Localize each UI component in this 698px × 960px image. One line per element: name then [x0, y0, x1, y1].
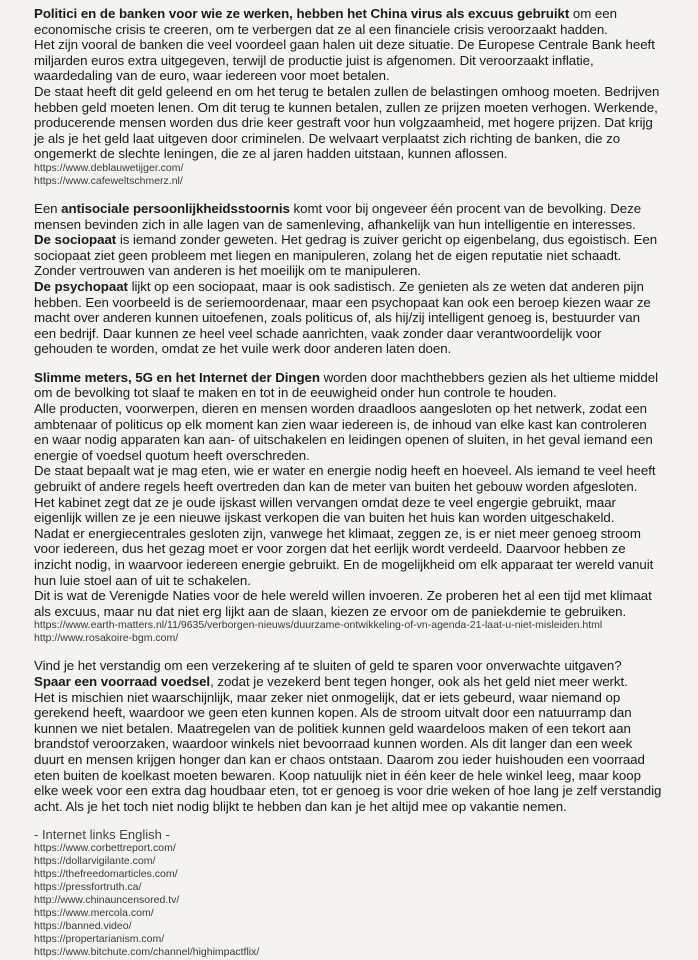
reference-link[interactable]: https://www.cafeweltschmerz.nl/	[34, 174, 183, 187]
paragraph: Het is mischien niet waarschijnlijk, maar zeker niet onmogelijk, dat er iets gebeurd, waar niemand op gerekend heeft, waardoor we geen eten kunnen kopen. Als de stroom uitvalt door een natuurramp dan kunnen we niet betalen. Maatregelen van de politiek kunnen geld waardeloos maken of een tekort aan brandstof veroorzaken, waardoor winkels niet bevoorraad kunnen worden. Als dit langer dan een week duurt en mensen krijgen honger dan kan er chaos ontstaan. Daarom zou ieder huishouden een voorraad eten buiten de koelkast moeten bewaren. Koop natuulijk niet in één keer de hele winkel leeg, maar koop elke week voor een extra dag houdbaar eten, tot er genoeg is voor drie weken of hoe lang je zelf verstandig acht. Als je het toch niet nodig blijkt te hebben dan kan je het altijd mee op vakantie nemen.	[34, 689, 662, 814]
links-heading: - Internet links English -	[34, 827, 170, 843]
reference-link[interactable]: https://thefreedomarticles.com/	[34, 868, 178, 881]
paragraph-text: om een economische crisis te creeren, om te verbergen dat ze al een financiele crisis veroorzaakt hadden.	[34, 6, 617, 37]
paragraph	[34, 232, 662, 279]
paragraph	[34, 370, 662, 401]
paragraph: De staat bepaalt wat je mag eten, wie er water en energie nodig heeft en hoeveel. Als iemand te veel heeft gebruikt of andere regels heeft overtreden dan kan de meter van buiten het gebouw worden afgesloten.	[34, 463, 656, 495]
paragraph: Nadat er energiecentrales gesloten zijn, vanwege het klimaat, zeggen ze, is er niet meer genoeg stroom voor iedereen, dus het gezag moet er voor zorgen dat het eerlijk wordt verdeeld. Daarvoor hebben ze inzicht nodig, in waarvoor iedereen energie gebruikt. En de mogelijkheid om elk apparaat ter wereld vanuit hun luie stoel aan of uit te schakelen.	[34, 525, 654, 588]
bold-phrase: Spaar een voorraad voedsel	[34, 673, 211, 689]
paragraph-text: Een	[34, 200, 62, 216]
paragraph	[34, 6, 662, 37]
paragraph: Dit is wat de Verenigde Naties voor de hele wereld willen invoeren. Ze proberen het al een tijd met klimaat als excuus, maar nu dat niet erg lijkt aan de slaan, kiezen ze ervoor om de paniekdemie te gebruiken.	[34, 588, 652, 619]
reference-link[interactable]: https://pressfortruth.ca/	[34, 881, 142, 894]
section-english-links	[34, 827, 662, 959]
bold-phrase: De sociopaat	[34, 232, 117, 248]
reference-link[interactable]: https://www.corbettreport.com/	[34, 842, 176, 855]
paragraph: Vind je het verstandig om een verzekering af te sluiten of geld te sparen voor onverwachte uitgaven?	[34, 658, 622, 674]
paragraph-text: lijkt op een sociopaat, maar is ook sadistisch. Ze genieten als ze weten dat anderen pijn hebben. Een voorbeeld is de seriemoordenaar, maar een psychopaat kan ook een beroep kiezen waar ze macht over anderen kunnen uitoefenen, zoals politicus of, als hij/zij intelligent genoeg is, bestuurder van een bedrijf. Daar kunnen ze heel veel schade aanrichten, vaak zonder daar verantwoordelijk voor gehouden te worden, omdat ze het vuile werk door anderen laten doen.	[34, 278, 651, 357]
reference-link[interactable]: http://www.rosakoire-bgm.com/	[34, 632, 179, 645]
bold-phrase: Slimme meters, 5G en het Internet der Dingen	[34, 369, 320, 385]
paragraph-text: worden door machthebbers gezien als het ultieme middel om de bevolking tot slaaf te maken en tot in de eeuwigheid onder hun controle te houden.	[34, 369, 658, 401]
reference-link[interactable]: https://www.bitchute.com/channel/highimpactflix/	[34, 946, 260, 959]
reference-link[interactable]: https://dollarvigilante.com/	[34, 855, 156, 868]
paragraph	[34, 201, 662, 232]
bold-phrase: De psychopaat	[34, 278, 128, 294]
paragraph-text: komt voor bij ongeveer één procent van de bevolking. Deze mensen bevinden zich in alle lagen van de samenleving, afhankelijk van hun intelligentie en interesses.	[34, 200, 642, 232]
section-personality	[34, 201, 662, 357]
paragraph: Het zijn vooral de banken die veel voordeel gaan halen uit deze situatie. De Europese Centrale Bank heeft miljarden euros extra uitgegeven, terwijl de productie juist is afgenomen. Dit veroorzaakt inflatie, waardedaling van de euro, waar iedereen voor moet betalen.	[34, 37, 655, 84]
paragraph-text: , zodat je vezekerd bent tegen honger, ook als het geld niet meer werkt.	[210, 673, 628, 689]
section-smart-meters	[34, 370, 662, 646]
paragraph: Het kabinet zegt dat ze je oude ijskast willen vervangen omdat deze te veel engergie gebruikt, maar eigenlijk willen ze je een nieuwe ijskast verkopen die van buiten het huis kan worden uitgeschakeld.	[34, 494, 616, 526]
reference-link[interactable]: https://propertarianism.com/	[34, 933, 165, 946]
paragraph	[34, 674, 662, 690]
reference-link[interactable]: https://www.deblauwetijger.com/	[34, 161, 184, 174]
reference-link[interactable]: https://banned.video/	[34, 920, 132, 933]
reference-link[interactable]: https://www.earth-matters.nl/11/9635/verborgen-nieuws/duurzame-ontwikkeling-of-vn-agenda-21-laat-u-niet-misleiden.html	[34, 619, 603, 632]
paragraph-text: is iemand zonder geweten. Het gedrag is zuiver gericht op eigenbelang, dus egoistisch. Een sociopaat ziet geen probleem met liegen en manipuleren, zolang het de eigen reputatie niet schaadt. Zonder vertrouwen van anderen is het moeilijk om te manipuleren.	[34, 232, 658, 279]
section-food-supply	[34, 658, 662, 814]
reference-link[interactable]: https://www.mercola.com/	[34, 907, 154, 920]
paragraph: Alle producten, voorwerpen, dieren en mensen worden draadloos aangesloten op het netwerk, zodat een ambtenaar of politicus op elk moment kan zien waar iedereen is, de inhoud van elke kast kan controleren en waar nodig apparaten kan aan- of uitschakelen en leidingen openen of sluiten, in het geval iemand een energie of voedsel quotum heeft overschreden.	[34, 401, 653, 463]
reference-link[interactable]: http://www.chinauncensored.tv/	[34, 894, 180, 907]
paragraph: De staat heeft dit geld geleend en om het terug te betalen zullen de belastingen omhoog moeten. Bedrijven hebben geld moeten lenen. Om dit terug te kunnen betalen, zullen ze prijzen moeten verhogen. Werkende, producerende mensen worden dus drie keer gestraft voor hun volgzaamheid, met hogere prijzen. Dat krijg je als je het geld laat uitgeven door criminelen. De welvaart verplaatst zich richting de banken, die zo ongemerkt de slechte leningen, die ze al jaren hadden uitstaan, kunnen aflossen.	[34, 83, 660, 162]
bold-phrase: Politici en de banken voor wie ze werken, hebben het China virus als excuus gebruikt	[34, 6, 570, 21]
section-banks	[34, 6, 662, 188]
paragraph	[34, 279, 662, 357]
bold-phrase: antisociale persoonlijkheidsstoornis	[61, 200, 290, 216]
